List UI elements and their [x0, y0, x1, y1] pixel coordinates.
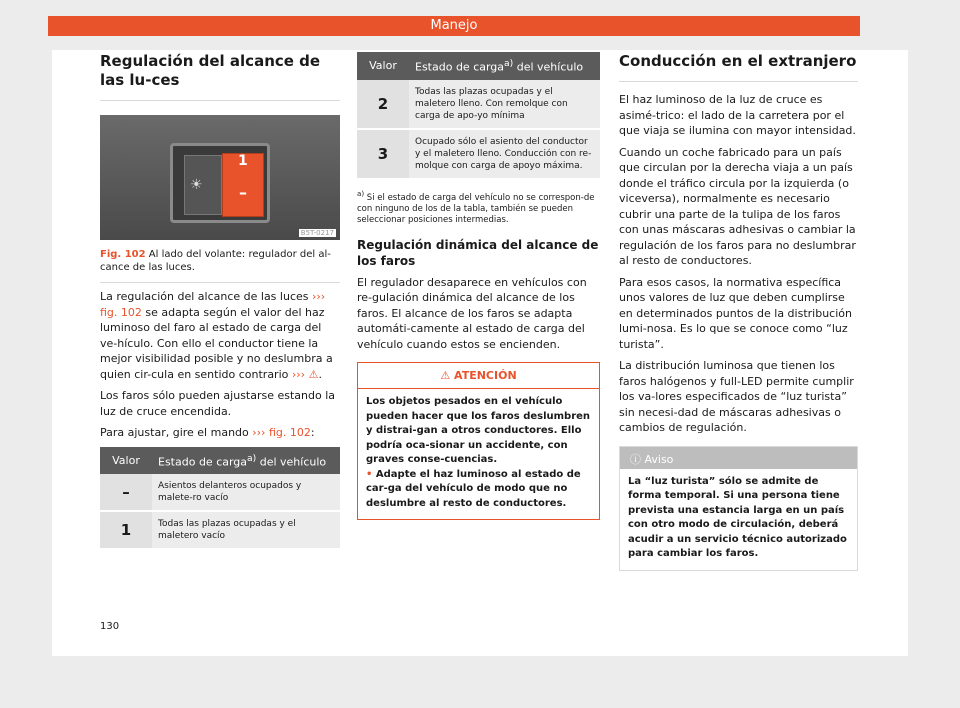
column-left: [100, 52, 340, 550]
table-header-row: [357, 52, 600, 80]
warning-header: [358, 363, 599, 389]
text: :: [310, 426, 315, 439]
paragraph: El haz luminoso de la luz de cruce es asimé-trico: el lado de la carretera por el que viaja se ilumina con mayor intensidad.: [619, 93, 856, 137]
section-title-wrap: [100, 52, 340, 101]
section-title: Conducción en el extranjero: [619, 52, 857, 70]
table-cell-value: –: [100, 474, 152, 511]
table-header-value: Valor: [357, 52, 409, 80]
note-body: La “luz turista” sólo se admite de forma temporal. Si una persona tiene prevista una estancia larga en un país con otro modo de circulación, deberá acudir a un servicio técnico autorizado para cambiar los faros.: [628, 475, 847, 559]
paragraph: Cuando un coche fabricado para un país que circulan por la derecha viaja a un país donde el tráfico circula por la izquierda (o viceversa), normalmente es necesario cubrir una parte de la tulipa de los faros con unas máscaras adhesivas o cambiar la regulación de los faros para no deslumbrar al resto de conductores.: [619, 145, 856, 267]
footnote-marker: a): [247, 452, 257, 464]
paragraph: La distribución luminosa que tienen los faros halógenos y full-LED permite cumplir los va-lores especificados de “luz turista” sin necesi-dad de máscaras adhesivas o cambios de regulación.: [619, 359, 854, 434]
fig-link[interactable]: ››› fig. 102: [252, 426, 311, 439]
warning-text: Los objetos pesados en el vehículo pueden hacer que los faros deslumbren y distrai-gan a otros conductores. Ello podría oca-sionar un accidente, con graves conse-cuencias.: [366, 396, 591, 466]
wheel-mark-minus: –: [239, 183, 247, 202]
table-cell-text: Todas las plazas ocupadas y el maletero vacío: [152, 511, 340, 549]
info-icon: ⓘ: [630, 452, 641, 466]
paragraph: [100, 289, 340, 382]
warning-link[interactable]: ››› ⚠: [291, 367, 319, 381]
paragraph: El regulador desaparece en vehículos con re-gulación dinámica del alcance de los faros. El alcance de los faros se adapta automáti-camente al estado de carga del vehículo cuando estos se encienden.: [357, 275, 587, 351]
column-middle: [357, 52, 600, 520]
text: La regulación del alcance de las luces: [100, 290, 312, 303]
text: del vehículo: [256, 455, 327, 469]
text: .: [318, 367, 322, 381]
load-table-continued: [357, 52, 600, 180]
text: del vehículo: [513, 60, 584, 74]
paragraph: [100, 425, 340, 441]
paragraph: Para esos casos, la normativa específica unos valores de luz que deben cumplirse en determinados puntos de la distribución lumi-nosa. Es lo que se conoce como “luz turista”.: [619, 275, 852, 351]
table-row: [100, 474, 340, 511]
warning-bullet-text: Adapte el haz luminoso al estado de car-ga del vehículo de modo que no deslumbre al resto de conductores.: [366, 468, 581, 509]
fig-link[interactable]: ››› fig. 102: [100, 290, 326, 319]
headlight-icon: ☀: [190, 177, 203, 193]
table-cell-value: 1: [100, 511, 152, 549]
subsection-title: Regulación dinámica del alcance de los faros: [357, 237, 599, 268]
figure-caption: [100, 248, 340, 283]
table-header-row: [100, 447, 340, 475]
text: Para ajustar, gire el mando: [100, 426, 253, 439]
warning-icon: ⚠: [440, 369, 451, 383]
table-header-state: [409, 52, 600, 80]
table-cell-value: 3: [357, 129, 409, 179]
note-title: Aviso: [644, 452, 674, 466]
figure-headlight-regulator: [100, 115, 340, 240]
table-row: [357, 129, 600, 179]
table-cell-text: Ocupado sólo el asiento del conductor y el maletero lleno. Conducción con re-molque con carga de apoyo máxima.: [409, 129, 600, 179]
footnote-marker: a): [357, 188, 365, 198]
section-title: Regulación del alcance de las lu-ces: [100, 52, 321, 89]
warning-box: [357, 362, 600, 520]
wheel-mark-one: 1: [238, 153, 248, 169]
load-table: [100, 447, 340, 551]
footnote-marker: a): [504, 58, 514, 69]
table-row: [357, 80, 600, 129]
page-number: 130: [100, 621, 120, 632]
bullet-icon: •: [366, 468, 373, 480]
figure-code: B5T-0217: [300, 229, 334, 237]
warning-body: [358, 389, 599, 519]
table-cell-text: Asientos delanteros ocupados y malete-ro vacío: [152, 474, 340, 511]
table-header-state: [152, 447, 340, 475]
table-footnote: [357, 188, 600, 227]
text: Estado de carga: [158, 455, 248, 469]
column-right: [619, 52, 858, 571]
footnote-text: Si el estado de carga del vehículo no se correspon-de con ninguno de los de la tabla, también se pueden seleccionar posiciones intermedias.: [357, 192, 595, 226]
note-box: [619, 446, 858, 571]
note-header: [620, 447, 857, 469]
text: Estado de carga: [415, 60, 505, 74]
warning-title: ATENCIÓN: [454, 369, 517, 383]
table-cell-value: 2: [357, 80, 409, 129]
table-row: [100, 511, 340, 549]
caption-text: Al lado del volante: regulador del al-cance de las luces.: [100, 249, 331, 273]
text: se adapta según el valor del haz luminoso del faro al estado de carga del ve-hículo. Con ello el conductor tiene la mejor visibilidad posible y no deslumbra a quien cir-cula en sentido contrario: [100, 305, 333, 381]
section-title-wrap: [619, 52, 858, 82]
table-header-value: Valor: [100, 447, 152, 475]
paragraph: Los faros sólo pueden ajustarse estando la luz de cruce encendida.: [100, 389, 336, 418]
warning-bullet-item: [366, 468, 591, 512]
page-header: Manejo: [48, 16, 860, 36]
caption-ref: Fig. 102: [100, 249, 146, 260]
table-cell-text: Todas las plazas ocupadas y el maletero lleno. Con remolque con carga de apo-yo mínima: [409, 80, 600, 129]
